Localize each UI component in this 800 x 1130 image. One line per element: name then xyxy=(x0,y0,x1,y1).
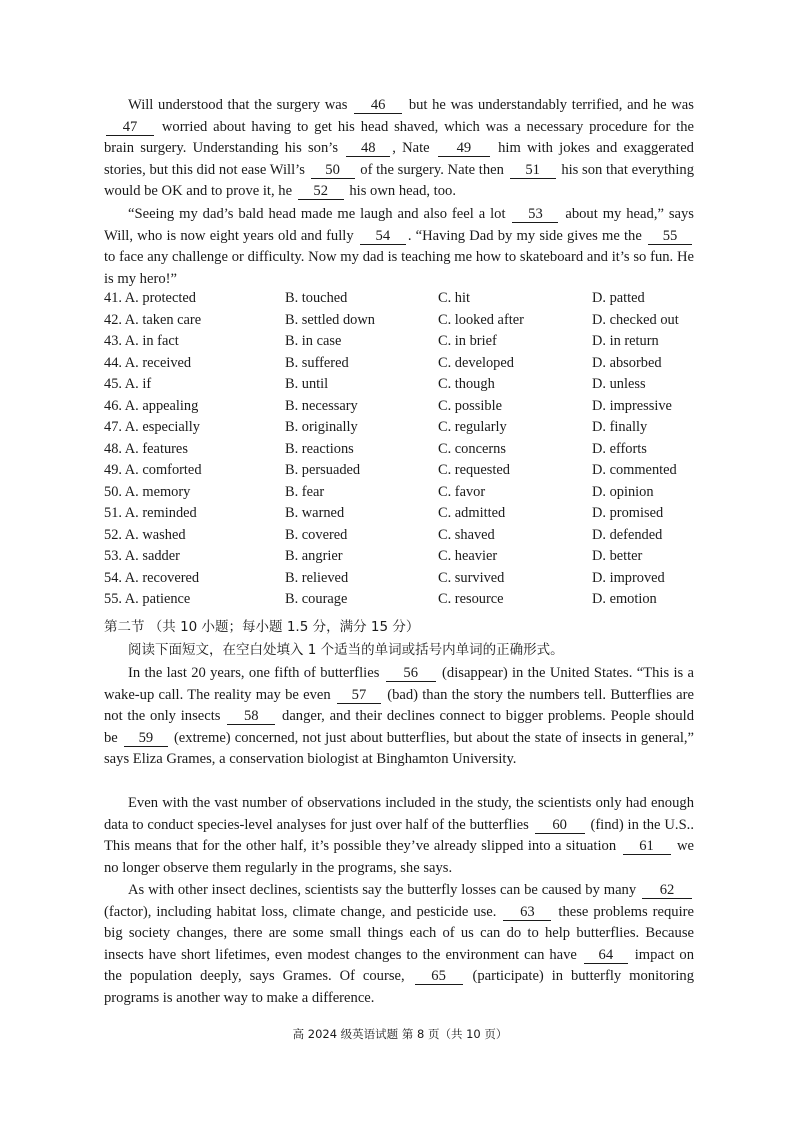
option-c[interactable]: C. concerns xyxy=(438,440,506,457)
option-d[interactable]: D. finally xyxy=(592,419,648,435)
options-table xyxy=(104,290,704,613)
option-d[interactable]: D. impressive xyxy=(592,397,672,414)
option-b[interactable]: B. suffered xyxy=(285,354,349,371)
blank-54[interactable]: 54 xyxy=(360,228,406,245)
option-b[interactable]: B. relieved xyxy=(285,569,349,586)
options-row xyxy=(104,398,704,420)
text: these problems require big society changes, there are some small things each of us can do to help butterflies. Because insects have short lifetimes, even modest changes to the environment can have xyxy=(104,903,694,963)
options-row xyxy=(104,441,704,463)
options-row xyxy=(104,505,704,527)
option-d[interactable]: D. checked out xyxy=(592,311,679,328)
option-d[interactable]: D. unless xyxy=(592,376,646,392)
blank-55[interactable]: 55 xyxy=(648,228,692,245)
options-row xyxy=(104,484,704,506)
passage1-paragraph1 xyxy=(104,95,694,203)
option-a[interactable]: 43. A. in fact xyxy=(104,333,179,349)
option-c[interactable]: C. possible xyxy=(438,397,502,414)
text: Even with the vast number of observations included in the study, the scientists only had enough data to conduct species-level analyses for just over half of the butterflies xyxy=(104,795,694,833)
blank-52[interactable]: 52 xyxy=(298,183,344,200)
options-row xyxy=(104,419,704,441)
text: to face any challenge or difficulty. Now my dad is teaching me how to skateboard and it’s so fun. He is my hero!” xyxy=(104,249,694,287)
option-d[interactable]: D. in return xyxy=(592,333,659,349)
option-c[interactable]: C. heavier xyxy=(438,548,498,564)
text: (bad) than the story the numbers tell. Butterflies are not the only insects xyxy=(104,686,695,725)
option-d[interactable]: D. improved xyxy=(592,569,665,586)
text: but he was understandably terrified, and he was xyxy=(408,97,694,113)
blank-57[interactable]: 57 xyxy=(337,687,381,704)
text: him with jokes and exaggerated stories, but this did not ease Will’s xyxy=(104,140,694,178)
passage2-paragraph3 xyxy=(104,880,694,1010)
blank-60[interactable]: 60 xyxy=(535,817,585,834)
option-c[interactable]: C. in brief xyxy=(438,333,497,349)
option-b[interactable]: B. touched xyxy=(285,290,348,306)
option-c[interactable]: C. requested xyxy=(438,462,510,478)
text: . “Having Dad by my side gives me the xyxy=(407,227,642,244)
blank-49[interactable]: 49 xyxy=(438,140,490,157)
option-a[interactable]: 45. A. if xyxy=(104,376,152,392)
text: In the last 20 years, one fifth of butterflies xyxy=(128,665,380,681)
blank-65[interactable]: 65 xyxy=(415,968,463,985)
blank-56[interactable]: 56 xyxy=(386,665,436,682)
text: (factor), including habitat loss, climate change, and pesticide use. xyxy=(104,903,497,920)
option-b[interactable]: B. courage xyxy=(285,591,348,607)
option-a[interactable]: 41. A. protected xyxy=(104,290,196,306)
option-b[interactable]: B. necessary xyxy=(285,397,358,414)
blank-58[interactable]: 58 xyxy=(227,708,275,725)
option-d[interactable]: D. commented xyxy=(592,462,677,478)
option-b[interactable]: B. reactions xyxy=(285,440,354,457)
text: , Nate xyxy=(392,140,430,157)
option-c[interactable]: C. developed xyxy=(438,354,514,371)
page-footer: 高 2024 级英语试题 第 8 页（共 10 页） xyxy=(292,1027,508,1041)
option-a[interactable]: 55. A. patience xyxy=(104,591,191,607)
option-d[interactable]: D. efforts xyxy=(592,440,647,457)
option-d[interactable]: D. defended xyxy=(592,526,663,543)
option-b[interactable]: B. in case xyxy=(285,333,342,349)
option-c[interactable]: C. though xyxy=(438,376,495,392)
option-d[interactable]: D. emotion xyxy=(592,591,657,607)
passage2-paragraph2 xyxy=(104,793,694,879)
option-b[interactable]: B. settled down xyxy=(285,311,375,328)
text: about my head,” says Will, who is now eight years old and fully xyxy=(104,206,694,244)
blank-62[interactable]: 62 xyxy=(642,882,692,899)
option-d[interactable]: D. absorbed xyxy=(592,354,662,371)
option-a[interactable]: 53. A. sadder xyxy=(104,548,180,564)
blank-47[interactable]: 47 xyxy=(106,119,154,136)
passage1-paragraph2 xyxy=(104,204,694,290)
text: his son that everything would be OK and to prove it, he xyxy=(104,161,695,200)
option-a[interactable]: 51. A. reminded xyxy=(104,505,197,521)
text: As with other insect declines, scientists say the butterfly losses can be caused by many xyxy=(128,882,637,898)
option-a[interactable]: 46. A. appealing xyxy=(104,397,199,414)
blank-63[interactable]: 63 xyxy=(503,904,551,921)
text: (participate) in butterfly monitoring programs is another way to make a difference. xyxy=(104,968,694,1006)
option-c[interactable]: C. survived xyxy=(438,569,505,586)
option-c[interactable]: C. regularly xyxy=(438,419,507,435)
blank-53[interactable]: 53 xyxy=(512,206,558,223)
passage2-paragraph1 xyxy=(104,663,694,771)
text: Will understood that the surgery was xyxy=(128,97,348,113)
options-row xyxy=(104,376,704,398)
option-b[interactable]: B. warned xyxy=(285,505,345,521)
option-c[interactable]: C. admitted xyxy=(438,505,506,521)
option-d[interactable]: D. opinion xyxy=(592,483,654,500)
option-c[interactable]: C. shaved xyxy=(438,526,495,543)
blank-51[interactable]: 51 xyxy=(510,162,556,179)
options-row xyxy=(104,591,704,613)
option-a[interactable]: 49. A. comforted xyxy=(104,462,202,478)
option-a[interactable]: 44. A. received xyxy=(104,354,192,371)
option-a[interactable]: 47. A. especially xyxy=(104,419,200,435)
options-row xyxy=(104,570,704,592)
option-d[interactable]: D. promised xyxy=(592,505,664,521)
options-row xyxy=(104,548,704,570)
text: danger, and their declines connect to bigger problems. People should be xyxy=(104,708,694,746)
blank-46[interactable]: 46 xyxy=(354,97,402,114)
options-row xyxy=(104,527,704,549)
option-c[interactable]: C. favor xyxy=(438,483,486,500)
blank-59[interactable]: 59 xyxy=(124,730,168,747)
options-row xyxy=(104,355,704,377)
text: “Seeing my dad’s bald head made me laugh and also feel a lot xyxy=(128,206,506,222)
text: worried about having to get his head shaved, which was a necessary procedure for the brain surgery. Understanding his son’s xyxy=(104,118,694,157)
option-a[interactable]: 54. A. recovered xyxy=(104,569,200,586)
text: (disappear) in the United States. “This is a wake-up call. The reality may be even xyxy=(104,665,694,703)
blank-61[interactable]: 61 xyxy=(623,838,671,855)
options-row xyxy=(104,462,704,484)
option-d[interactable]: D. better xyxy=(592,548,643,564)
option-b[interactable]: B. angrier xyxy=(285,548,343,564)
text: (find) in the U.S.. This means that for the other half, it’s possible they’ve already slipped into a situation xyxy=(104,816,694,855)
option-b[interactable]: B. covered xyxy=(285,526,348,543)
options-row xyxy=(104,312,704,334)
option-b[interactable]: B. until xyxy=(285,376,329,392)
text: (extreme) concerned, not just about butterflies, but about the state of insects in general,” says Eliza Grames, a conservation biologist at Binghamton University. xyxy=(104,729,694,768)
section2-heading: 第二节 （共 10 小题；每小题 1.5 分，满分 15 分） xyxy=(104,619,420,635)
option-b[interactable]: B. originally xyxy=(285,419,358,435)
option-a[interactable]: 50. A. memory xyxy=(104,483,191,500)
option-d[interactable]: D. patted xyxy=(592,290,645,306)
text: of the surgery. Nate then xyxy=(360,161,504,178)
text: we no longer observe them regularly in the programs, she says. xyxy=(104,838,694,876)
blank-50[interactable]: 50 xyxy=(311,162,355,179)
option-a[interactable]: 48. A. features xyxy=(104,440,188,457)
option-b[interactable]: B. fear xyxy=(285,483,325,500)
blank-64[interactable]: 64 xyxy=(584,947,628,964)
option-a[interactable]: 52. A. washed xyxy=(104,526,186,543)
option-b[interactable]: B. persuaded xyxy=(285,462,361,478)
option-a[interactable]: 42. A. taken care xyxy=(104,311,202,328)
options-row xyxy=(104,333,704,355)
option-c[interactable]: C. resource xyxy=(438,591,504,607)
section2-instruction: 阅读下面短文，在空白处填入 1 个适当的单词或括号内单词的正确形式。 xyxy=(128,642,564,658)
text: impact on the population deeply, says Grames. Of course, xyxy=(104,946,694,985)
text: his own head, too. xyxy=(349,183,456,200)
option-c[interactable]: C. hit xyxy=(438,290,470,306)
options-row xyxy=(104,290,704,312)
blank-48[interactable]: 48 xyxy=(346,140,390,157)
option-c[interactable]: C. looked after xyxy=(438,311,524,328)
